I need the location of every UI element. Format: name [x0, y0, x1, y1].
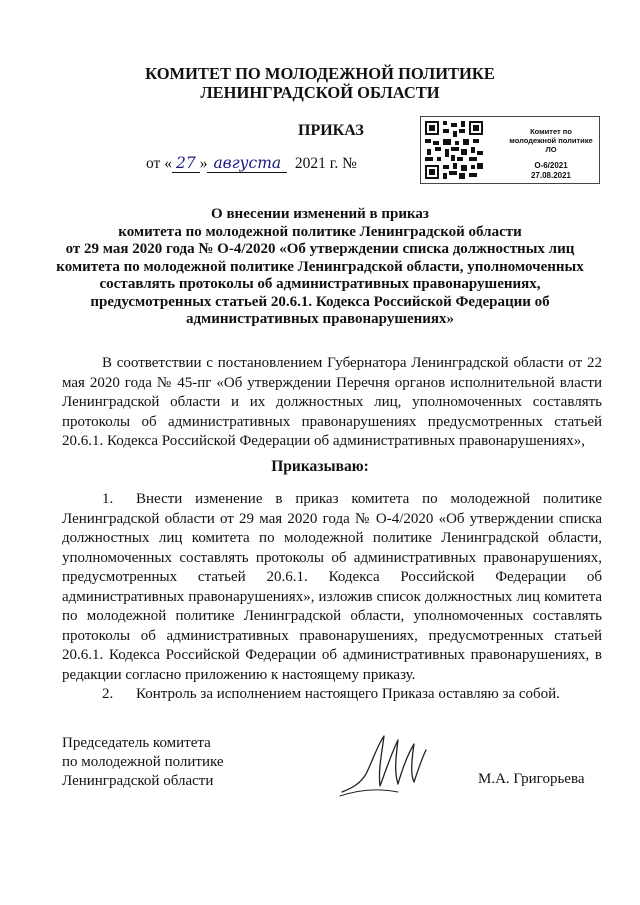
- signatory-position-line2: по молодежной политике: [62, 754, 224, 770]
- stamp-org-line2: молодежной политике: [509, 136, 593, 145]
- date-day-handwritten: 27: [172, 154, 200, 173]
- order-item: [62, 685, 602, 705]
- date-mid: »: [199, 155, 208, 172]
- organization-name-line1: КОМИТЕТ ПО МОЛОДЕЖНОЙ ПОЛИТИКЕ: [145, 64, 495, 83]
- stamp-organization: [509, 127, 593, 154]
- stamp-org-line1: Комитет по: [530, 127, 572, 136]
- signatory-position: [62, 734, 224, 791]
- stamp-registration: [509, 161, 593, 181]
- organization-name: [0, 64, 640, 102]
- order-item-number: 1.: [102, 491, 114, 507]
- handwritten-signature: [338, 730, 430, 800]
- subject-line6: предусмотренных статьей 20.6.1. Кодекса Российской Федерации об: [90, 293, 550, 310]
- order-item-text: Внести изменение в приказ комитета по молодежной политике Ленинградской области от 29 мая 2020 года № О-4/2020 «Об утверждении списка должностных лиц комитета по молодежной политике Ленинградской области, уполномоченных составлять протоколы об административных правонарушениях, предусмотренных статьей 20.6.1. Кодекса Российской Федерации об административных правонарушениях», изложив список должностных лиц комитета по молодежной политике Ленинградской области, уполномоченных составлять протоколы об административных правонарушениях, предусмотренных статьей 20.6.1. Кодекса Российской Федерации об административных правонарушениях, в редакции согласно приложению к настоящему приказу.: [62, 491, 602, 683]
- registration-stamp: [420, 116, 600, 184]
- signatory-position-line1: Председатель комитета: [62, 735, 211, 751]
- subject-line1: О внесении изменений в приказ: [211, 206, 429, 222]
- date-suffix: 2021 г. №: [294, 155, 357, 172]
- order-directive-heading: Приказываю:: [271, 458, 369, 475]
- order-items: [62, 490, 602, 705]
- stamp-date: 27.08.2021: [530, 171, 572, 180]
- subject-line5: составлять протоколы об административных правонарушениях,: [99, 276, 541, 292]
- order-item-number: 2.: [102, 686, 114, 702]
- order-item-text: Контроль за исполнением настоящего Приказа оставляю за собой.: [136, 686, 560, 702]
- subject-line3: от 29 мая 2020 года № О-4/2020 «Об утверждении списка должностных лиц: [65, 241, 575, 257]
- subject-line2: комитета по молодежной политике Ленинградской области: [118, 223, 522, 240]
- order-item: [62, 490, 602, 685]
- subject-line7: административных правонарушениях»: [185, 311, 455, 327]
- order-date-line: [146, 154, 357, 173]
- date-prefix: от «: [146, 155, 172, 172]
- qr-code-icon: [425, 121, 483, 179]
- order-subject: [40, 206, 600, 329]
- stamp-number: О-6/2021: [534, 161, 568, 170]
- preamble-section: [62, 354, 602, 452]
- signatory-position-line3: Ленинградской области: [62, 773, 214, 789]
- stamp-org-line3: ЛО: [545, 145, 557, 154]
- preamble-paragraph: В соответствии с постановлением Губернатора Ленинградской области от 22 мая 2020 года № 45-пг «Об утверждении Перечня органов исполнительной власти Ленинградской области и их должностных лиц, уполномоченных составлять протоколы об административных правонарушениях предусмотренных статьей 20.6.1. Кодекса Российской Федерации об административных правонарушениях»,: [62, 355, 602, 449]
- document-type: ПРИКАЗ: [298, 122, 364, 139]
- signatory-name: М.А. Григорьева: [478, 771, 585, 787]
- date-month-handwritten: августа: [207, 154, 287, 173]
- organization-name-line2: ЛЕНИНГРАДСКОЙ ОБЛАСТИ: [200, 83, 440, 102]
- subject-line4: комитета по молодежной политике Ленинградской области, уполномоченных: [56, 258, 584, 275]
